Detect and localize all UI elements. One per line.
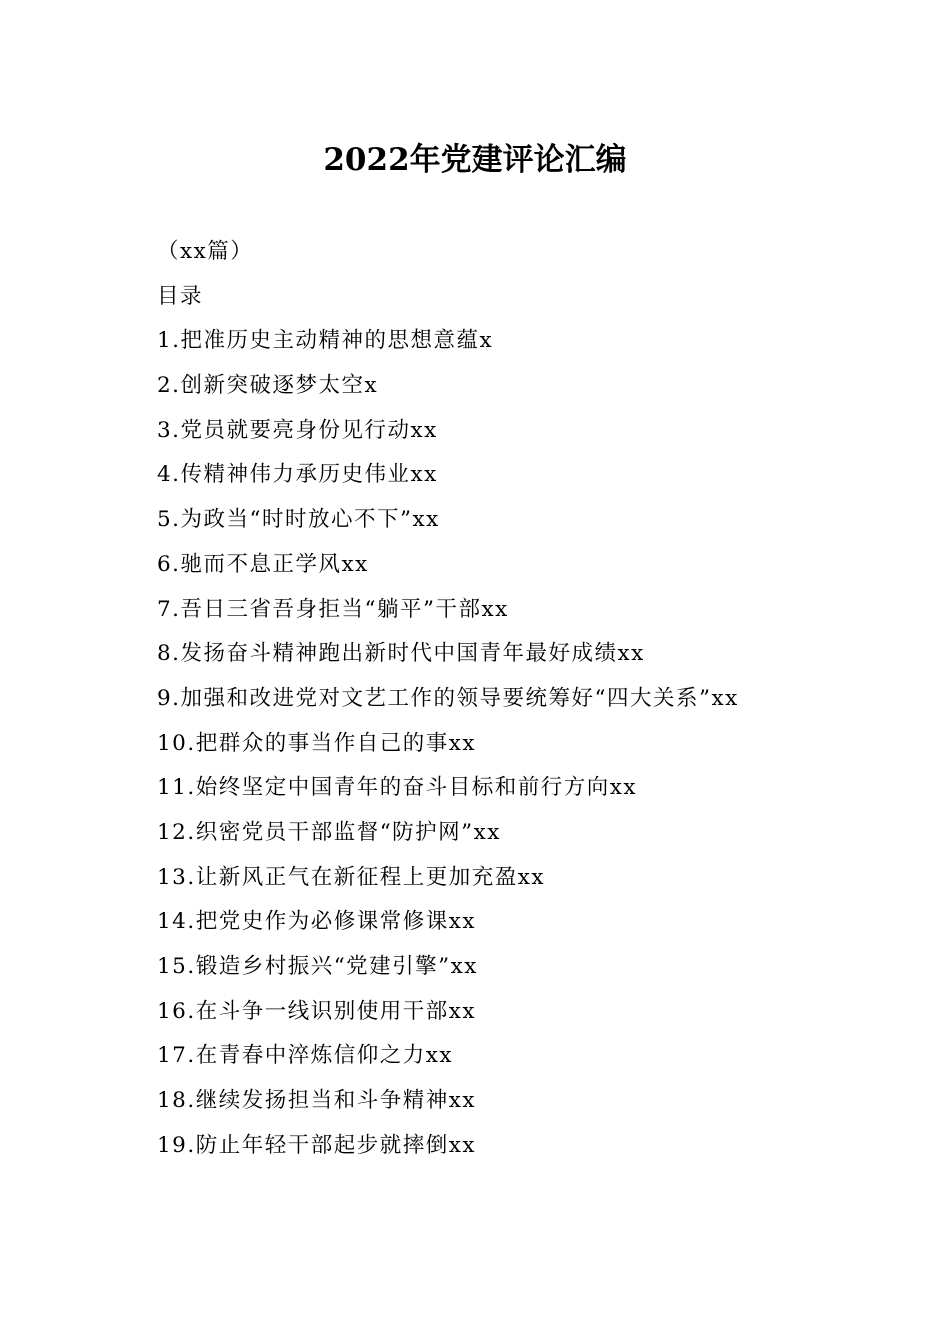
- toc-list: [157, 319, 877, 1168]
- toc-item: 11.始终坚定中国青年的奋斗目标和前行方向xx: [157, 775, 637, 801]
- toc-item: 6.驰而不息正学风xx: [157, 551, 369, 577]
- toc-item: 5.为政当“时时放心不下”xx: [157, 507, 440, 533]
- toc-item: 19.防止年轻干部起步就摔倒xx: [157, 1132, 476, 1158]
- toc-item: 10.把群众的事当作自己的事xx: [157, 730, 476, 756]
- toc-item: 9.加强和改进党对文艺工作的领导要统筹好“四大关系”xx: [157, 685, 739, 711]
- document-body: [157, 230, 877, 1168]
- toc-item: 14.把党史作为必修课常修课xx: [157, 909, 476, 935]
- toc-item: 7.吾日三省吾身拒当“躺平”干部xx: [157, 596, 509, 622]
- toc-item: 13.让新风正气在新征程上更加充盈xx: [157, 864, 545, 890]
- toc-item: 8.发扬奋斗精神跑出新时代中国青年最好成绩xx: [157, 641, 645, 667]
- count-note: （xx篇）: [157, 239, 254, 264]
- toc-item: 3.党员就要亮身份见行动xx: [157, 417, 438, 443]
- toc-item: 2.创新突破逐梦太空x: [157, 373, 379, 399]
- toc-item: 16.在斗争一线识别使用干部xx: [157, 998, 476, 1024]
- toc-heading: 目录: [157, 283, 204, 309]
- toc-item: 17.在青春中淬炼信仰之力xx: [157, 1043, 453, 1069]
- toc-item: 15.锻造乡村振兴“党建引擎”xx: [157, 954, 478, 979]
- document-title: 2022年党建评论汇编: [323, 142, 627, 178]
- toc-item: 4.传精神伟力承历史伟业xx: [157, 462, 438, 488]
- toc-item: 1.把准历史主动精神的思想意蕴x: [157, 328, 494, 354]
- toc-item: 18.继续发扬担当和斗争精神xx: [157, 1088, 476, 1114]
- toc-item: 12.织密党员干部监督“防护网”xx: [157, 819, 501, 845]
